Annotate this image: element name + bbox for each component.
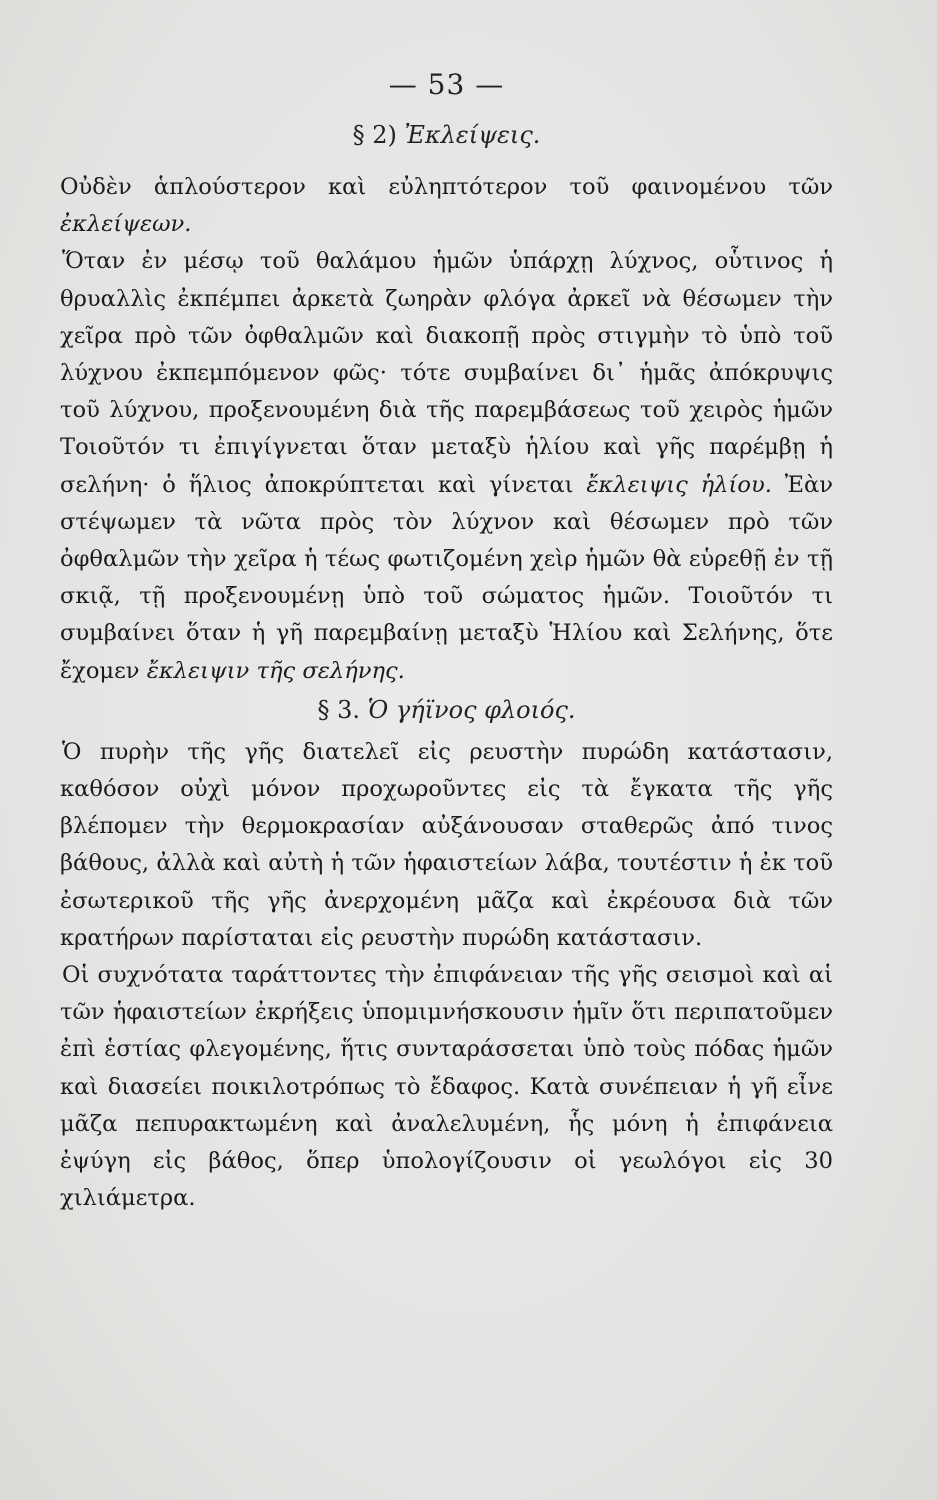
paragraph bbox=[60, 243, 833, 689]
section-heading-earth-crust bbox=[60, 696, 833, 724]
paragraph bbox=[60, 169, 833, 243]
italic-term: ἔκλειψιν τῆς σελήνης. bbox=[146, 657, 405, 684]
italic-term: ἔκλειψις ἡλίου. bbox=[586, 471, 772, 498]
italic-term: ἐκλείψεων. bbox=[60, 211, 192, 238]
section-title: Ἐκλείψεις. bbox=[404, 121, 541, 149]
paragraph-text: Ὁ πυρὴν τῆς γῆς διατελεῖ εἰς ρευστὴν πυρώδη κατάστασιν, καθόσον οὐχὶ μόνον προχωροῦντες εἰς τὰ ἔγκατα τῆς γῆς βλέπομεν τὴν θερμοκρασίαν αὐξάνουσαν σταθερῶς ἀπό τινος βάθους, ἀλλὰ καὶ αὐτὴ ἡ τῶν ἡφαιστείων λάβα, τουτέστιν ἡ ἐκ τοῦ ἐσωτερικοῦ τῆς γῆς ἀνερχομένη μᾶζα καὶ ἐκρέουσα διὰ τῶν κρατήρων παρίσταται εἰς ρευστὴν πυρώδη κατάστασιν. bbox=[60, 738, 833, 951]
section-title: Ὁ γήϊνος φλοιός. bbox=[367, 695, 576, 724]
section-number: § 2) bbox=[352, 121, 397, 149]
paragraph-text: Ἐὰν στέψωμεν τὰ νῶτα πρὸς τὸν λύχνον καὶ θέσωμεν πρὸ τῶν ὀφθαλμῶν τὴν χεῖρα ἡ τέως φωτιζομένη χεὶρ ἡμῶν θὰ εὑρεθῇ ἐν τῇ σκιᾷ, τῇ προξενουμένῃ ὑπὸ τοῦ σώματος ἡμῶν. Τοιοῦτόν τι συμβαίνει ὅταν ἡ γῆ παρεμβαίνῃ μεταξὺ Ἡλίου καὶ Σελήνης, ὅτε ἔχομεν bbox=[60, 471, 833, 684]
section-number: § 3. bbox=[317, 695, 360, 724]
paragraph bbox=[60, 734, 833, 957]
paragraph-text: Ὅταν ἐν μέσῳ τοῦ θαλάμου ἡμῶν ὑπάρχῃ λύχνος, οὗτινος ἡ θρυαλλὶς ἐκπέμπει ἀρκετὰ ζωηρὰν φλόγα ἀρκεῖ νὰ θέσωμεν τὴν χεῖρα πρὸ τῶν ὀφθαλμῶν καὶ διακοπῇ πρὸς στιγμὴν τὸ ὑπὸ τοῦ λύχνου ἐκπεμπόμενον φῶς· τότε συμβαίνει δι᾿ ἡμᾶς ἀπόκρυψις τοῦ λύχνου, προξενουμένη διὰ τῆς παρεμβάσεως τοῦ χειρὸς ἡμῶν Τοιοῦτόν τι ἐπιγίγνεται ὅταν μεταξὺ ἡλίου καὶ γῆς παρέμβῃ ἡ σελήνη· ὁ ἥλιος ἀποκρύπτεται καὶ γίνεται bbox=[60, 248, 833, 498]
section-heading-eclipses bbox=[60, 121, 833, 149]
paragraph-text: Οὐδὲν ἁπλούστερον καὶ εὐληπτότερον τοῦ φαινομένου τῶν bbox=[60, 174, 833, 200]
page-number: — 53 — bbox=[388, 68, 505, 101]
paragraph-text: Οἱ συχνότατα ταράττοντες τὴν ἐπιφάνειαν τῆς γῆς σεισμοὶ καὶ αἱ τῶν ἡφαιστείων ἐκρήξεις ὑπομιμνήσκουσιν ἡμῖν ὅτι περιπατοῦμεν ἐπὶ ἑστίας φλεγομένης, ἥτις συνταράσσεται ὑπὸ τοὺς πόδας ἡμῶν καὶ διασείει ποικιλοτρόπως τὸ ἔδαφος. Κατὰ συνέπειαν ἡ γῆ εἶνε μᾶζα πεπυρακτωμένη καὶ ἀναλελυμένη, ἧς μόνη ἡ ἐπιφάνεια ἐψύγη εἰς βάθος, ὅπερ ὑπολογίζουσιν οἱ γεωλόγοι εἰς 30 χιλιάμετρα. bbox=[60, 962, 833, 1212]
paragraph bbox=[60, 957, 833, 1217]
